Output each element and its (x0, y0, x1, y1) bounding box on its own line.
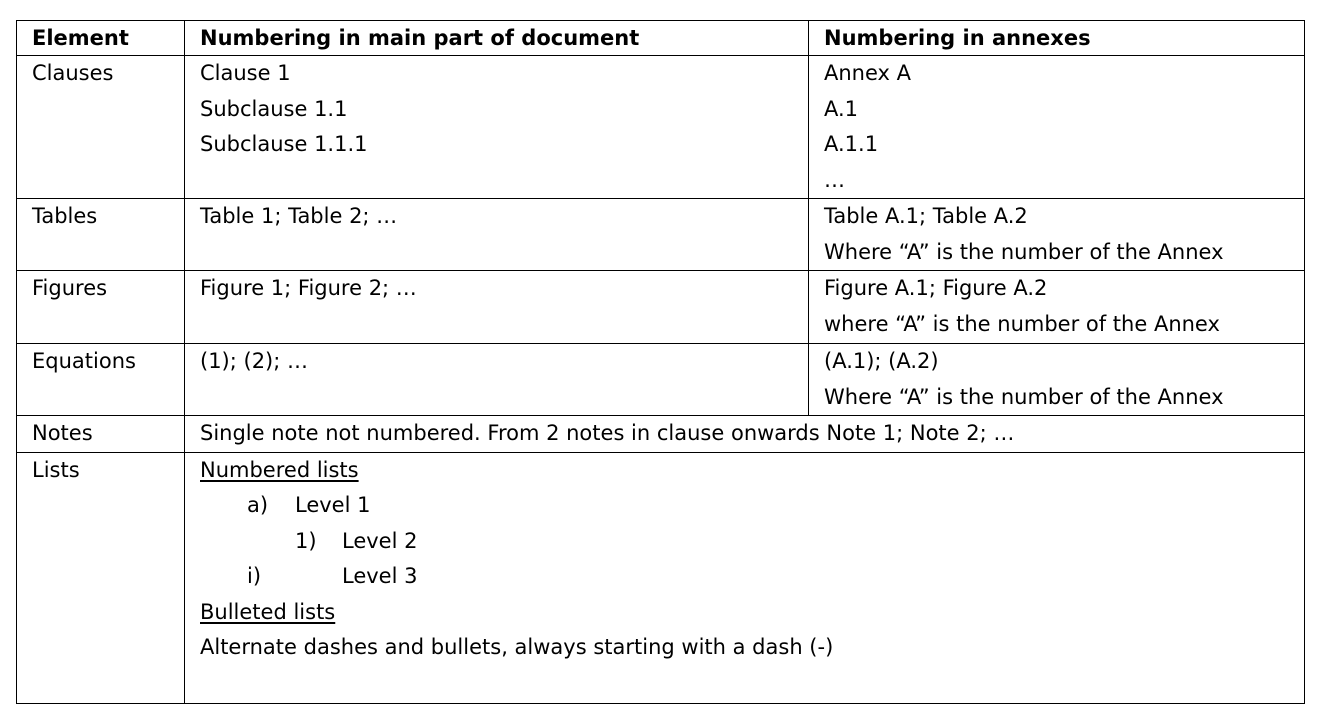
lists-cell (185, 452, 1305, 703)
list-marker: 1) (295, 528, 317, 553)
annex-line: (A.1); (A.2) (824, 349, 939, 373)
notes-cell (185, 416, 1305, 453)
header-row (17, 21, 1305, 56)
annex-cell (809, 56, 1305, 199)
element-cell (17, 416, 185, 453)
table-row-figures (17, 271, 1305, 344)
annex-line: Figure A.1; Figure A.2 (824, 276, 1048, 300)
annex-line: Annex A (824, 61, 912, 85)
annex-cell (809, 199, 1305, 271)
annex-line: Where “A” is the number of the Annex (824, 384, 1224, 409)
list-item (200, 559, 1290, 595)
numbering-table (16, 20, 1305, 704)
annex-cell (809, 271, 1305, 344)
table-row-clauses (17, 56, 1305, 199)
main-cell (185, 271, 809, 344)
annex-line: Table A.1; Table A.2 (824, 204, 1028, 228)
list-text: Level 3 (342, 564, 418, 588)
annex-line: … (824, 167, 845, 192)
list-item (200, 488, 1290, 524)
element-label: Notes (32, 421, 93, 445)
list-marker: i) (247, 564, 262, 588)
numbered-lists-heading: Numbered lists (200, 457, 359, 482)
main-line: Subclause 1.1 (200, 96, 348, 121)
main-line: Clause 1 (200, 61, 291, 85)
main-cell (185, 344, 809, 416)
main-line: Table 1; Table 2; … (200, 204, 398, 228)
annex-line: A.1 (824, 96, 859, 121)
element-cell (17, 452, 185, 703)
annex-line: A.1.1 (824, 132, 879, 156)
annex-line: Where “A” is the number of the Annex (824, 239, 1224, 264)
element-cell (17, 199, 185, 271)
element-cell (17, 271, 185, 344)
annex-line: where “A” is the number of the Annex (824, 311, 1220, 336)
main-line: Subclause 1.1.1 (200, 132, 368, 156)
header-annexes: Numbering in annexes (809, 21, 1305, 56)
table-row-lists (17, 452, 1305, 703)
element-label: Tables (32, 204, 98, 228)
list-marker: a) (247, 493, 269, 517)
main-line: (1); (2); … (200, 349, 308, 373)
annex-cell (809, 344, 1305, 416)
element-label: Clauses (32, 61, 114, 85)
bulleted-lists-heading: Bulleted lists (200, 599, 336, 624)
list-item (200, 524, 1290, 560)
element-label: Equations (32, 349, 136, 373)
main-cell (185, 56, 809, 199)
header-element: Element (17, 21, 185, 56)
list-text: Level 1 (295, 493, 371, 517)
element-cell (17, 344, 185, 416)
bulleted-lists-text: Alternate dashes and bullets, always starting with a dash (-) (200, 635, 834, 659)
table-row-equations (17, 344, 1305, 416)
header-main: Numbering in main part of document (185, 21, 809, 56)
main-line: Figure 1; Figure 2; … (200, 276, 417, 300)
table-row-notes (17, 416, 1305, 453)
list-text: Level 2 (342, 528, 418, 553)
element-label: Lists (32, 457, 80, 482)
notes-text: Single note not numbered. From 2 notes in clause onwards Note 1; Note 2; … (200, 421, 1015, 445)
element-cell (17, 56, 185, 199)
table-row-tables (17, 199, 1305, 271)
element-label: Figures (32, 276, 108, 300)
main-cell (185, 199, 809, 271)
